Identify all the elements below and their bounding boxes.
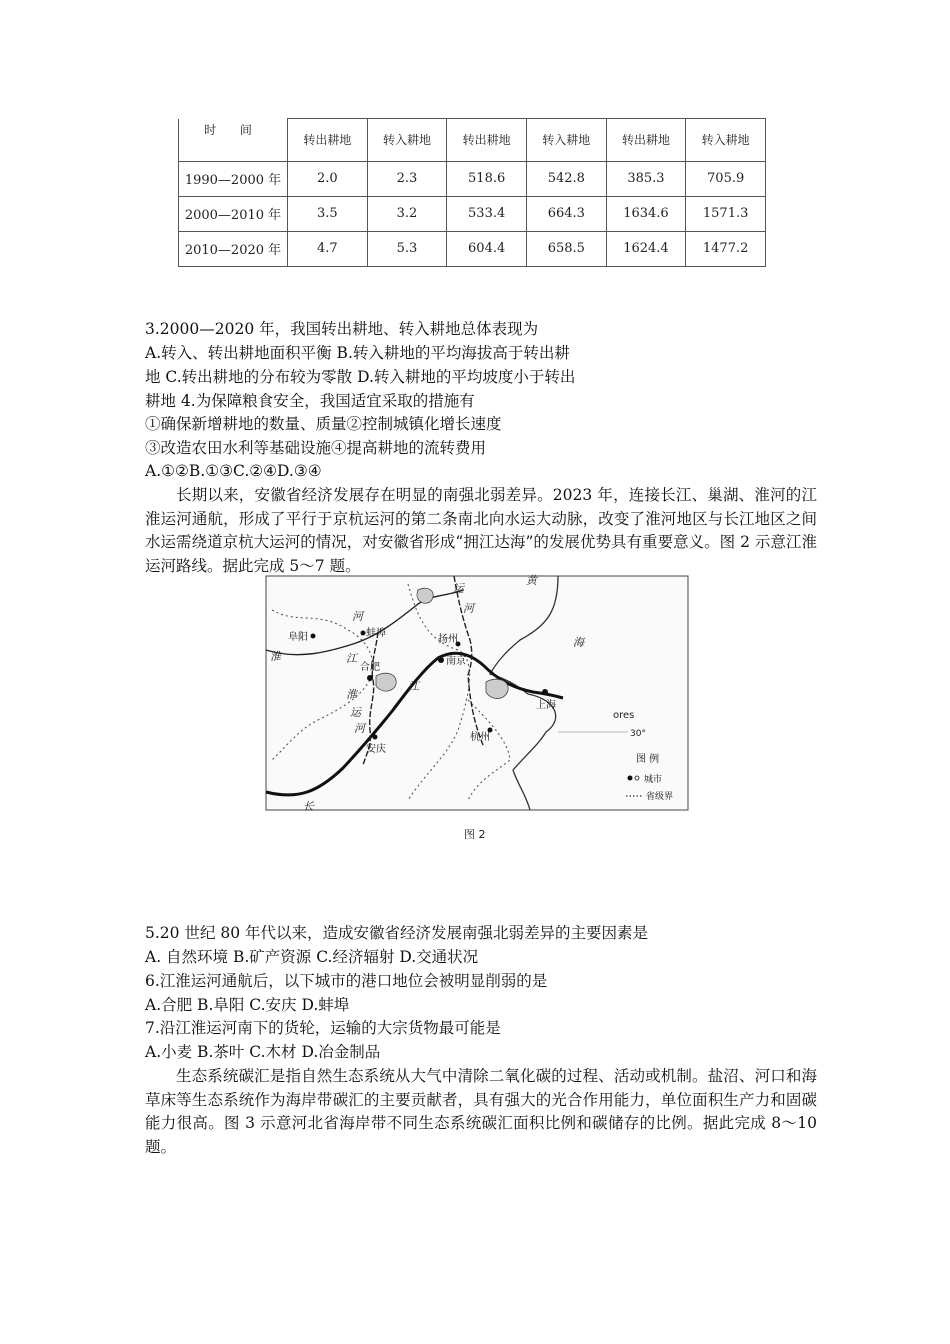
- figure-caption: 图 2: [464, 828, 486, 841]
- city-label: 南京: [446, 656, 466, 667]
- value-cell: 518.6: [447, 161, 527, 196]
- question-3-options-cont: 地 C.转出耕地的分布较为零散 D.转入耕地的平均坡度小于转出: [145, 368, 576, 386]
- city-label: 上海: [536, 700, 556, 711]
- question-4-choices-a: ①确保新增耕地的数量、质量②控制城镇化增长速度: [145, 415, 502, 433]
- table-row: [179, 231, 766, 266]
- river-label: 黄: [526, 574, 537, 587]
- question-7-stem: 7.沿江淮运河南下的货轮，运输的大宗货物最可能是: [145, 1019, 501, 1037]
- river-label: 河: [352, 610, 363, 623]
- lng-label: ores: [613, 710, 635, 721]
- table-row: [179, 196, 766, 231]
- question-6-stem: 6.江淮运河通航后，以下城市的港口地位会被明显削弱的是: [145, 972, 548, 990]
- map-frame: [266, 576, 688, 810]
- value-cell: 664.3: [526, 196, 606, 231]
- legend-border-label: 省级界: [646, 792, 674, 802]
- period-cell: 1990—2000 年: [179, 161, 288, 196]
- river-label: 河: [463, 602, 474, 615]
- city-label: 扬州: [438, 634, 458, 645]
- legend-city-icon: [628, 776, 633, 781]
- question-4-stem: 耕地 4.为保障粮食安全，我国适宜采取的措施有: [145, 392, 475, 410]
- value-cell: 705.9: [686, 161, 766, 196]
- value-cell: 1571.3: [686, 196, 766, 231]
- legend-city-label: 城市: [644, 775, 663, 785]
- col-header: 转出耕地: [606, 119, 686, 162]
- value-cell: 3.2: [367, 196, 447, 231]
- river-label: 运: [350, 706, 361, 719]
- question-6-options: A.合肥 B.阜阳 C.安庆 D.蚌埠: [145, 996, 350, 1014]
- river-label: 江: [408, 680, 419, 693]
- value-cell: 5.3: [367, 231, 447, 266]
- lat-label: 30°: [630, 729, 646, 739]
- chao-lake: [376, 673, 396, 691]
- legend-title: 图 例: [636, 754, 660, 765]
- question-3-options: A.转入、转出耕地面积平衡 B.转入耕地的平均海拔高于转出耕: [145, 344, 570, 362]
- time-header: 时 间: [179, 119, 288, 162]
- river-label: 河: [354, 722, 365, 735]
- period-cell: 2000—2010 年: [179, 196, 288, 231]
- tai-lake: [486, 679, 508, 698]
- value-cell: 604.4: [447, 231, 527, 266]
- question-3-stem: 3.2000—2020 年，我国转出耕地、转入耕地总体表现为: [145, 320, 539, 338]
- river-label: 海: [573, 636, 584, 649]
- question-5-stem: 5.20 世纪 80 年代以来，造成安徽省经济发展南强北弱差异的主要因素是: [145, 924, 649, 942]
- city-label: 杭州: [470, 732, 490, 743]
- city-label: 蚌埠: [366, 628, 386, 639]
- passage-carbon-sink: 生态系统碳汇是指自然生态系统从大气中清除二氧化碳的过程、活动或机制。盐沼、河口和海草床等生态系统作为海岸带碳汇的主要贡献者，具有强大的光合作用能力，单位面积生产力和固碳能力很高。图 3 示意河北省海岸带不同生态系统碳汇面积比例和碳储存的比例。据此完成 8～10 题。: [145, 1067, 817, 1156]
- river-label: 江: [346, 652, 357, 665]
- table-row: [179, 161, 766, 196]
- hongze-lake: [417, 588, 433, 603]
- question-7-options: A.小麦 B.茶叶 C.木材 D.冶金制品: [145, 1043, 381, 1061]
- col-header: 转入耕地: [686, 119, 766, 162]
- value-cell: 385.3: [606, 161, 686, 196]
- question-4-choices-b: ③改造农田水利等基础设施④提高耕地的流转费用: [145, 439, 487, 457]
- value-cell: 2.0: [288, 161, 368, 196]
- col-header: 转出耕地: [288, 119, 368, 162]
- value-cell: 1477.2: [686, 231, 766, 266]
- col-header: 转出耕地: [447, 119, 527, 162]
- value-cell: 533.4: [447, 196, 527, 231]
- value-cell: 658.5: [526, 231, 606, 266]
- city-label: 安庆: [366, 744, 386, 755]
- value-cell: 542.8: [526, 161, 606, 196]
- col-header: 转入耕地: [367, 119, 447, 162]
- question-4-options: A.①②B.①③C.②④D.③④: [145, 462, 322, 480]
- river-label: 长: [303, 800, 314, 813]
- value-cell: 2.3: [367, 161, 447, 196]
- value-cell: 1624.4: [606, 231, 686, 266]
- question-5-options: A. 自然环境 B.矿产资源 C.经济辐射 D.交通状况: [145, 948, 479, 966]
- river-label: 淮: [270, 650, 281, 663]
- value-cell: 4.7: [288, 231, 368, 266]
- river-label: 运: [453, 582, 464, 595]
- value-cell: 1634.6: [606, 196, 686, 231]
- period-cell: 2010—2020 年: [179, 231, 288, 266]
- value-cell: 3.5: [288, 196, 368, 231]
- city-label: 合肥: [360, 662, 380, 673]
- farmland-table: [178, 118, 766, 267]
- river-label: 淮: [346, 688, 357, 701]
- table-header-row: [179, 119, 766, 162]
- passage-canal: 长期以来，安徽省经济发展存在明显的南强北弱差异。2023 年，连接长江、巢湖、淮河的江淮运河通航，形成了平行于京杭运河的第二条南北向水运大动脉，改变了淮河地区与长江地区之间水运需绕道京杭大运河的情况，对安徽省形成“拥江达海”的发展优势具有重要意义。图 2 示意江淮运河路线。据此完成 5～7 题。: [145, 486, 817, 575]
- canal-map-figure: [258, 570, 695, 848]
- col-header: 转入耕地: [526, 119, 606, 162]
- city-label: 阜阳: [288, 632, 308, 643]
